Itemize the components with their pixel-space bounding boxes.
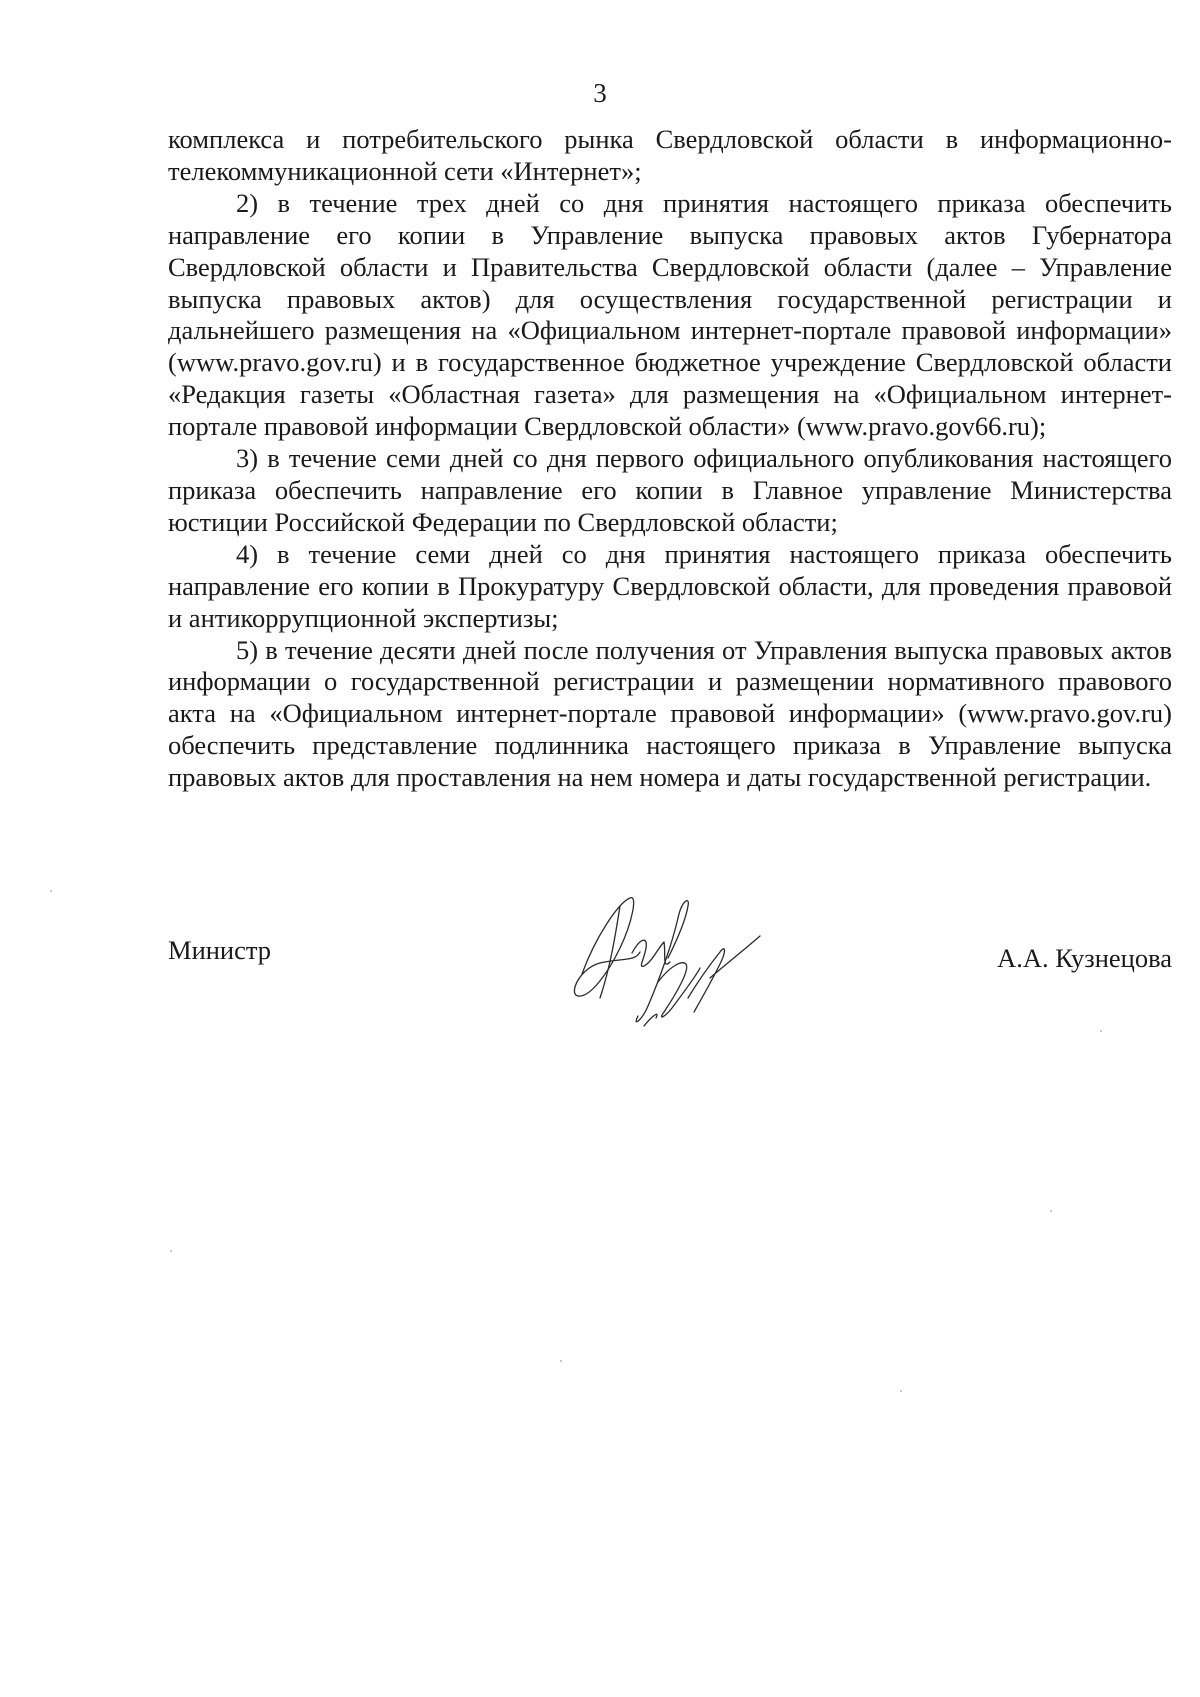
handwritten-signature-icon — [560, 878, 790, 1038]
paragraph-continuation: комплекса и потребительского рынка Свердловской области в информационно-телекоммуникационной сети «Интернет»; — [168, 124, 1172, 186]
paragraph-item-2: 2) в течение трех дней со дня принятия настоящего приказа обеспечить направление его копии в Управление выпуска правовых актов Губернатора Свердловской области и Правительства Свердловской области (далее – Управление выпуска правовых актов) для осуществления государственной регистрации и дальнейшего размещения на «Официальном интернет-портале правовой информации» (www.pravo.gov.ru) и в государственное бюджетное учреждение Свердловской области «Редакция газеты «Областная газета» для размещения на «Официальном интернет-портале правовой информации Свердловской области» (www.pravo.gov66.ru); — [168, 187, 1172, 442]
scan-speck — [1100, 1030, 1102, 1032]
page-number: 3 — [593, 78, 607, 108]
signatory-title: Министр — [168, 935, 272, 965]
signatory-name: А.А. Кузнецова — [997, 943, 1172, 973]
scan-speck — [900, 1390, 902, 1392]
scan-speck — [560, 1360, 562, 1362]
scan-speck — [170, 1250, 172, 1252]
scan-speck — [1050, 1210, 1052, 1212]
scan-speck — [50, 890, 52, 892]
paragraph-item-3: 3) в течение семи дней со дня первого официального опубликования настоящего приказа обеспечить направление его копии в Главное управление Министерства юстиции Российской Федерации по Свердловской области; — [168, 443, 1172, 537]
document-body — [168, 124, 1172, 794]
paragraph-item-5: 5) в течение десяти дней после получения от Управления выпуска правовых актов информации о государственной регистрации и размещении нормативного правового акта на «Официальном интернет-портале правовой информации» (www.pravo.gov.ru) обеспечить представление подлинника настоящего приказа в Управление выпуска правовых актов для проставления на нем номера и даты государственной регистрации. — [168, 634, 1172, 793]
paragraph-item-4: 4) в течение семи дней со дня принятия настоящего приказа обеспечить направление его копии в Прокуратуру Свердловской области, для проведения правовой и антикоррупционной экспертизы; — [168, 538, 1172, 633]
